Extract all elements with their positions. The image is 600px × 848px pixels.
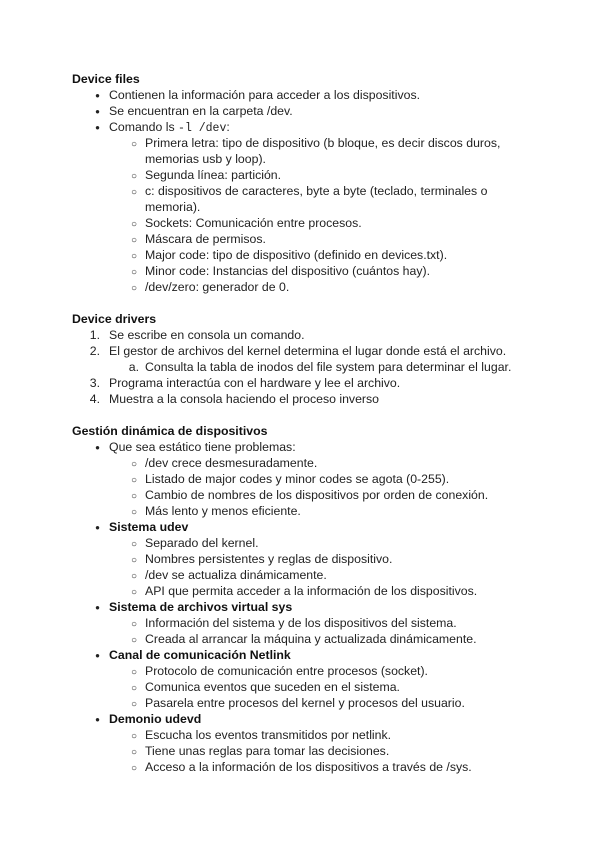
sublist-item-text: Creada al arrancar la máquina y actualizada dinámicamente.	[145, 632, 477, 646]
sublist-item-text: Cambio de nombres de los dispositivos por orden de conexión.	[145, 488, 489, 502]
sublist-item-text: Listado de major codes y minor codes se agota (0-255).	[145, 472, 450, 486]
sublist-item-text: Acceso a la información de los dispositivos a través de /sys.	[145, 760, 472, 774]
sublist-item-text: Información del sistema y de los dispositivos del sistema.	[145, 616, 457, 630]
bullet-icon	[84, 711, 100, 729]
sublist-item-text: Protocolo de comunicación entre procesos (socket).	[145, 664, 428, 678]
sublist-item-text: /dev/zero: generador de 0.	[145, 280, 290, 294]
sublist-item-text: Minor code: Instancias del dispositivo (cuántos hay).	[145, 264, 431, 278]
section-title-gestion-dinamica: Gestión dinámica de dispositivos	[72, 424, 268, 438]
bullet-icon	[84, 119, 100, 137]
sublist-item-text: Más lento y menos eficiente.	[145, 504, 301, 518]
list-item-heading: Canal de comunicación Netlink	[109, 648, 291, 662]
list-item-text: Se encuentran en la carpeta /dev.	[109, 104, 293, 118]
numbered-item-text: Programa interactúa con el hardware y lee el archivo.	[109, 376, 401, 390]
section-title-device-files: Device files	[72, 72, 140, 86]
bullet-icon	[84, 439, 100, 457]
item-number: 3.	[89, 376, 100, 390]
command-suffix: :	[226, 120, 230, 134]
circle-bullet-icon	[121, 759, 137, 777]
list-item-heading: Sistema de archivos virtual sys	[109, 600, 293, 614]
sublist-item-text: Primera letra: tipo de dispositivo (b bloque, es decir discos duros, memorias usb y loop).	[145, 136, 501, 166]
item-number: 1.	[89, 328, 100, 342]
sublist-item-text: /dev crece desmesuradamente.	[145, 456, 318, 470]
sublist-item-text: Comunica eventos que suceden en el sistema.	[145, 680, 400, 694]
bullet-icon	[84, 647, 100, 665]
sublist-item-text: Segunda línea: partición.	[145, 168, 282, 182]
sublist-item-text: API que permita acceder a la información de los dispositivos.	[145, 584, 478, 598]
numbered-item-text: Consulta la tabla de inodos del file system para determinar el lugar.	[145, 360, 512, 374]
sublist-item-text: Tiene unas reglas para tomar las decisiones.	[145, 744, 390, 758]
circle-bullet-icon	[121, 183, 137, 201]
sublist-item-text: Major code: tipo de dispositivo (definido en devices.txt).	[145, 248, 448, 262]
circle-bullet-icon	[121, 135, 137, 153]
item-letter: a.	[128, 360, 139, 374]
numbered-item-text: El gestor de archivos del kernel determina el lugar donde está el archivo.	[109, 344, 507, 358]
sublist-item-text: c: dispositivos de caracteres, byte a byte (teclado, terminales o memoria).	[145, 184, 488, 214]
item-number: 2.	[89, 344, 100, 358]
bullet-icon	[84, 599, 100, 617]
sublist-item-text: Escucha los eventos transmitidos por netlink.	[145, 728, 392, 742]
circle-bullet-icon	[121, 279, 137, 297]
sublist-item-text: Nombres persistentes y reglas de dispositivo.	[145, 552, 393, 566]
list-item-heading: Sistema udev	[109, 520, 189, 534]
sublist-item-text: Separado del kernel.	[145, 536, 259, 550]
bullet-icon	[84, 519, 100, 537]
sublist-item-text: Máscara de permisos.	[145, 232, 266, 246]
command-code: -l /dev	[178, 122, 227, 135]
numbered-item-text: Se escribe en consola un comando.	[109, 328, 305, 342]
list-item-text: Contienen la información para acceder a los dispositivos.	[109, 88, 421, 102]
command-prefix: Comando ls	[109, 120, 179, 134]
list-item-text: Que sea estático tiene problemas:	[109, 440, 296, 454]
list-item-heading: Demonio udevd	[109, 712, 202, 726]
sublist-item-text: /dev se actualiza dinámicamente.	[145, 568, 327, 582]
numbered-item-text: Muestra a la consola haciendo el proceso inverso	[109, 392, 380, 406]
sublist-item-text: Pasarela entre procesos del kernel y procesos del usuario.	[145, 696, 465, 710]
sublist-item-text: Sockets: Comunicación entre procesos.	[145, 216, 362, 230]
section-title-device-drivers: Device drivers	[72, 312, 157, 326]
item-number: 4.	[89, 392, 100, 406]
